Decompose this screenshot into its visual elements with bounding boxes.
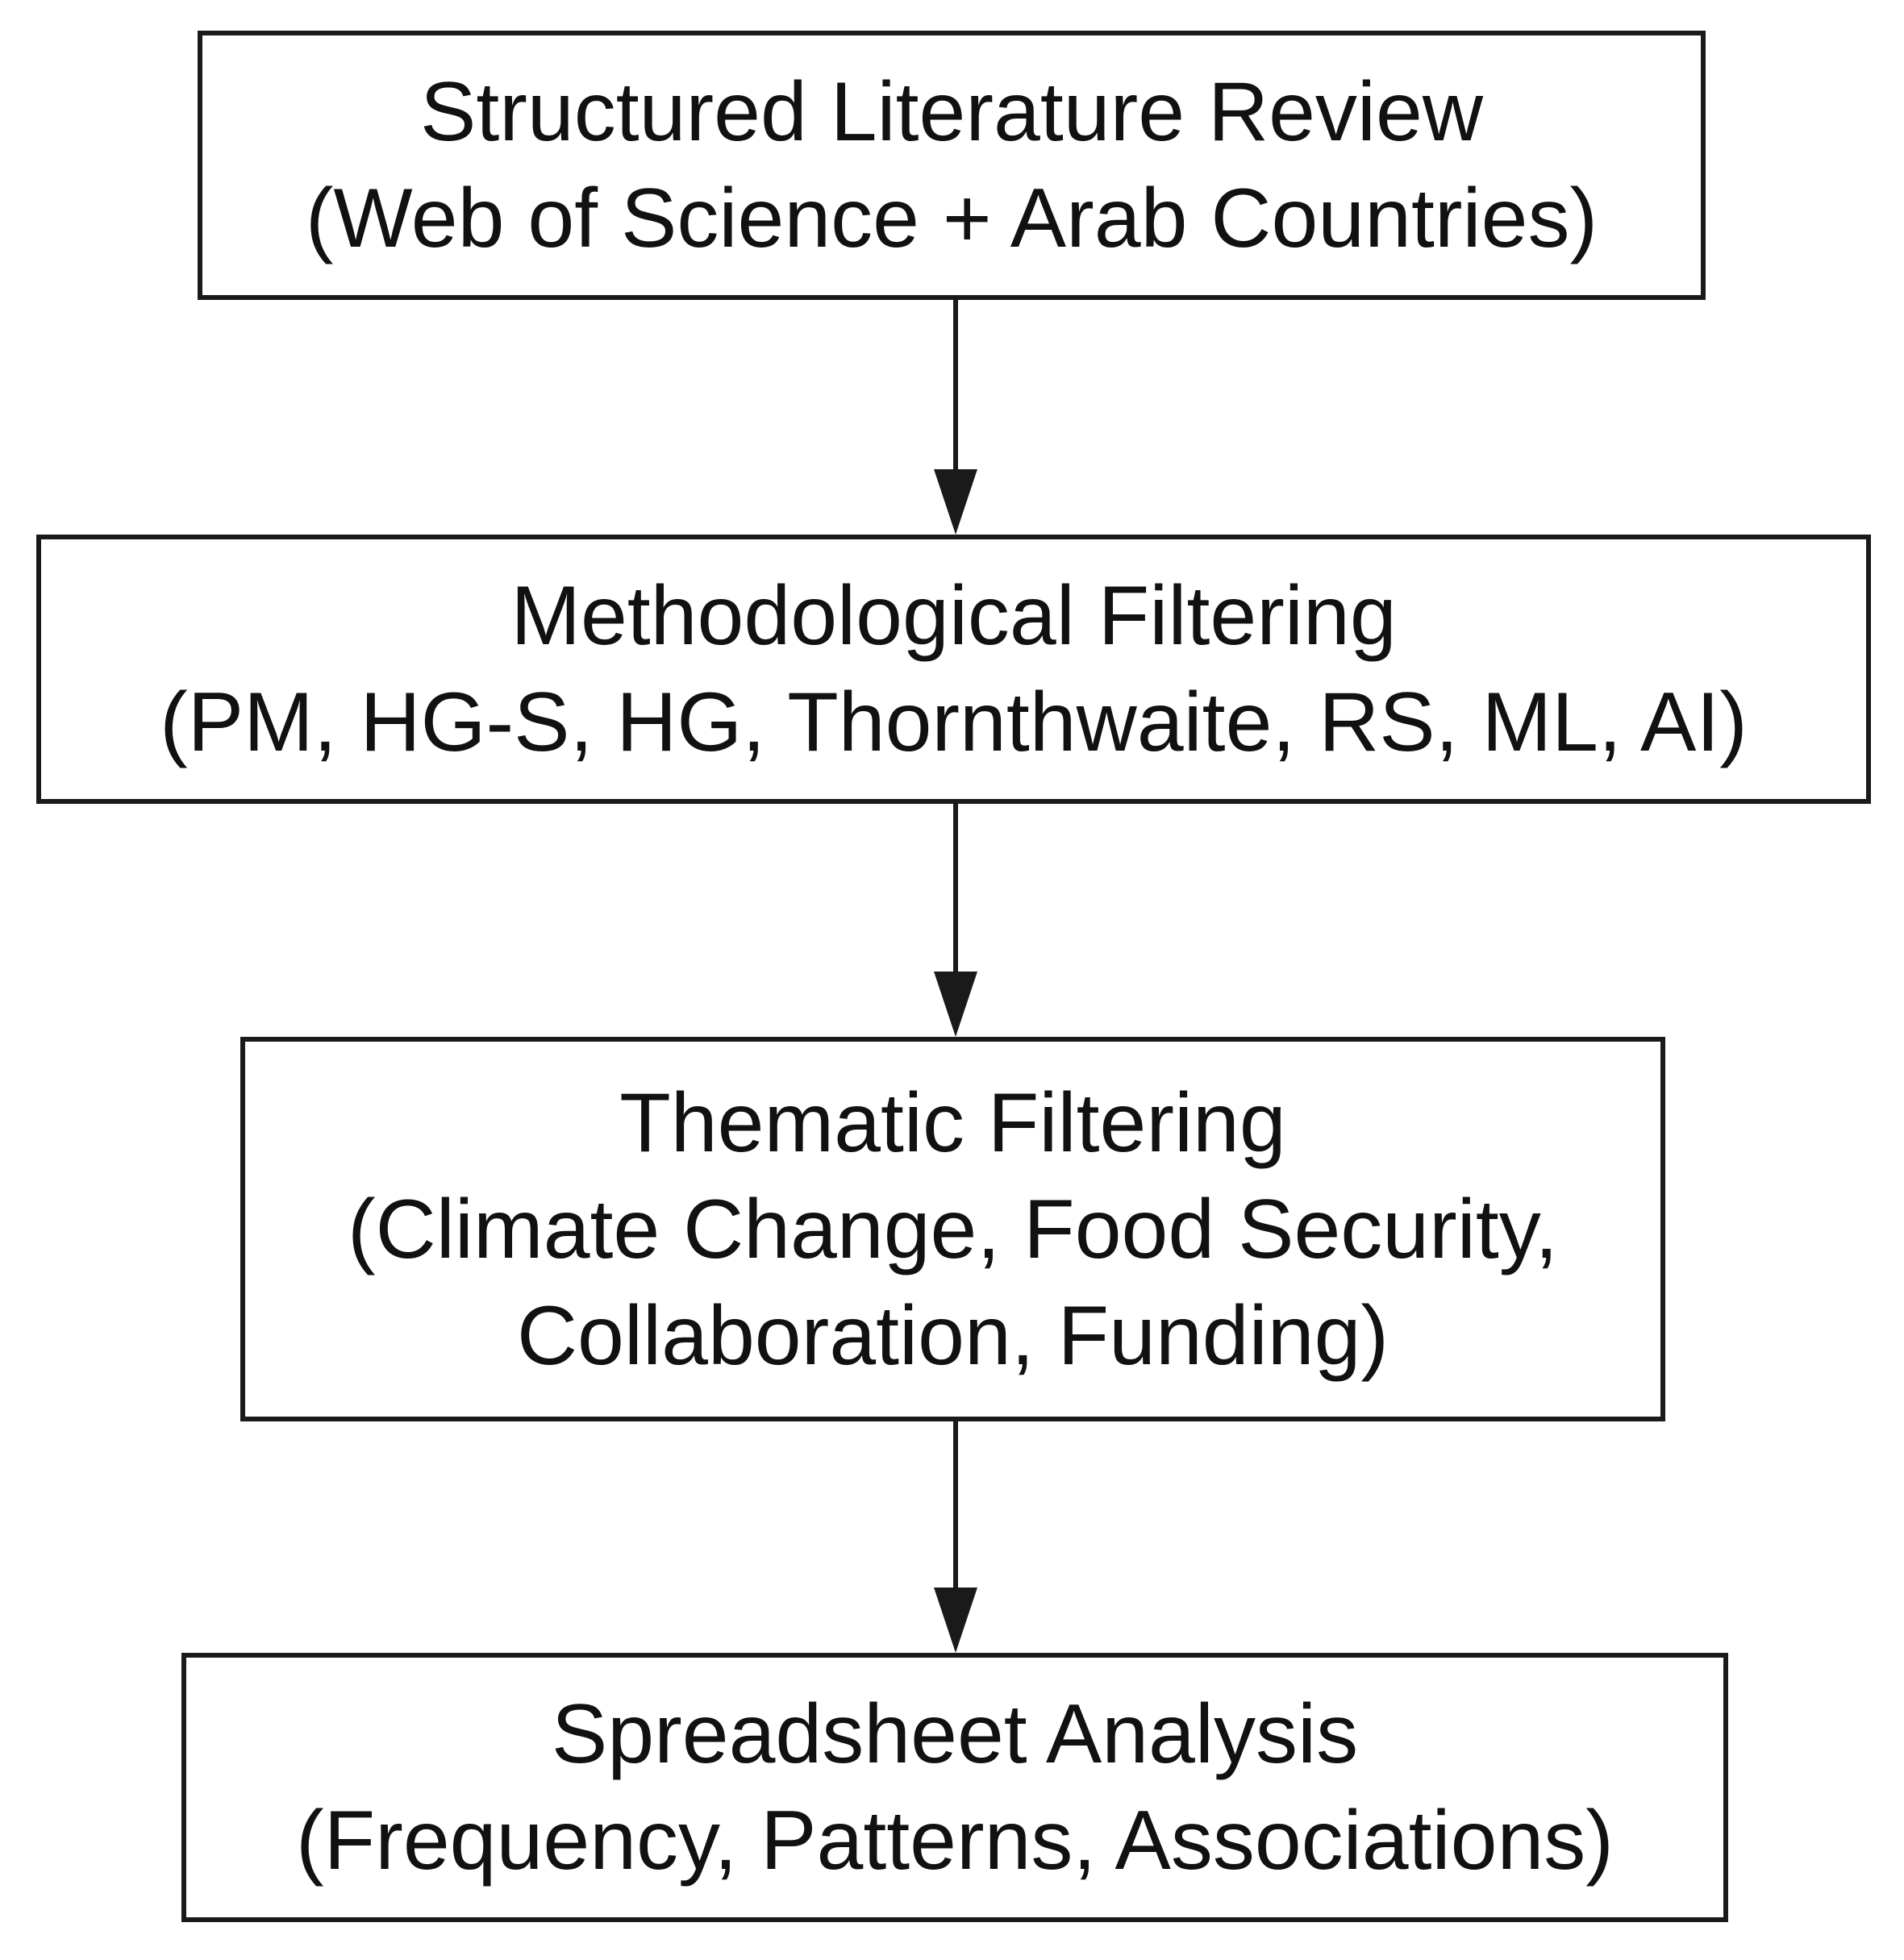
step-box-structured-literature-review [198, 31, 1706, 300]
arrow-2-to-3 [934, 804, 977, 1037]
step-detail: (PM, HG-S, HG, Thornthwaite, RS, ML, AI) [160, 676, 1748, 769]
step-title: Methodological Filtering [510, 569, 1397, 663]
step-detail: (Frequency, Patterns, Associations) [296, 1794, 1614, 1887]
step-box-thematic-filtering [240, 1037, 1665, 1421]
step-title: Spreadsheet Analysis [551, 1687, 1359, 1781]
step-detail: (Climate Change, Food Security, [348, 1182, 1558, 1276]
step-box-methodological-filtering [36, 535, 1871, 804]
step-detail-continued: Collaboration, Funding) [516, 1288, 1389, 1383]
step-title: Thematic Filtering [619, 1076, 1286, 1170]
step-detail: (Web of Science + Arab Countries) [305, 172, 1598, 265]
step-box-spreadsheet-analysis [181, 1653, 1728, 1922]
arrow-3-to-4 [934, 1421, 977, 1653]
step-title: Structured Literature Review [420, 65, 1483, 159]
arrow-1-to-2 [934, 300, 977, 535]
